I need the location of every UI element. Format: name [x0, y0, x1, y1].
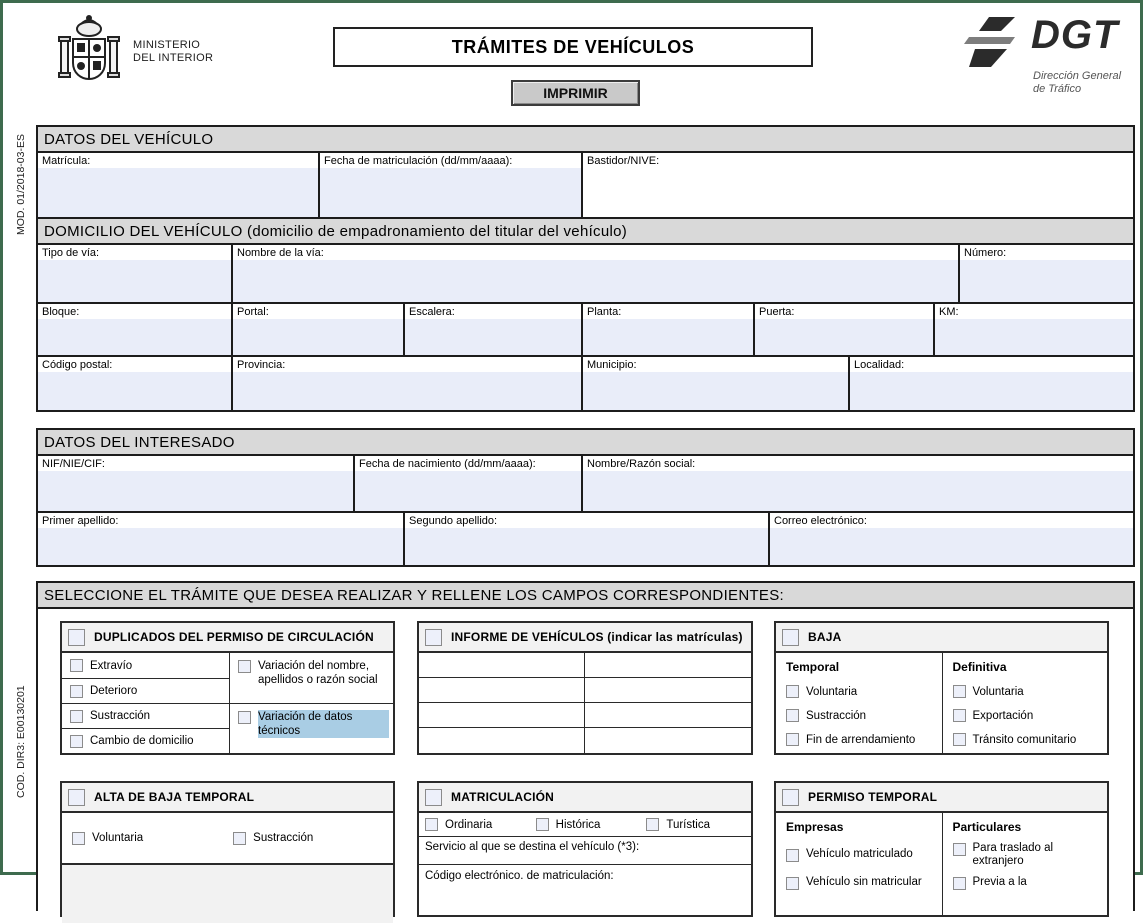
option-vehiculo-sin-matricular[interactable]: Vehículo sin matricular — [786, 876, 942, 890]
codigo-postal-input[interactable] — [38, 372, 231, 410]
traslado-extranjero-checkbox[interactable] — [953, 843, 966, 856]
puerta-input[interactable] — [755, 319, 933, 355]
option-baja-temp-voluntaria[interactable]: Voluntaria — [786, 685, 942, 698]
section-title-datos-vehiculo: DATOS DEL VEHÍCULO — [38, 127, 1133, 153]
baja-temp-voluntaria-checkbox[interactable] — [786, 685, 799, 698]
correo-input[interactable] — [770, 528, 1133, 565]
field-servicio-destino[interactable]: Servicio al que se destina el vehículo (*3): — [419, 837, 751, 865]
baja-temp-fin-arrendamiento-checkbox[interactable] — [786, 733, 799, 746]
option-sustraccion[interactable]: Sustracción — [62, 703, 229, 728]
matricula-cell-2[interactable] — [585, 653, 751, 678]
vehiculo-sin-matricular-checkbox[interactable] — [786, 877, 799, 890]
option-turistica[interactable]: Turística — [640, 818, 751, 831]
field-segundo-apellido: Segundo apellido: — [403, 513, 768, 565]
bloque-input[interactable] — [38, 319, 231, 355]
section-title-domicilio: DOMICILIO DEL VEHÍCULO (domicilio de empadronamiento del titular del vehículo) — [38, 217, 1133, 245]
field-km: KM: — [933, 304, 1133, 355]
option-vehiculo-matriculado[interactable]: Vehículo matriculado — [786, 848, 942, 862]
matricula-cell-8[interactable] — [585, 728, 751, 753]
variacion-datos-highlighted-text: Variación de datos técnicos — [258, 710, 389, 738]
field-nombre-razon: Nombre/Razón social: — [581, 456, 1133, 511]
option-baja-def-transito[interactable]: Tránsito comunitario — [953, 733, 1108, 746]
field-codigo-postal: Código postal: — [38, 357, 231, 410]
field-portal: Portal: — [231, 304, 403, 355]
matricula-cell-3[interactable] — [419, 678, 585, 703]
baja-def-exportacion-checkbox[interactable] — [953, 709, 966, 722]
alta-panel-cutoff-strip — [62, 863, 393, 923]
option-deterioro[interactable]: Deterioro — [62, 678, 229, 703]
field-numero: Número: — [958, 245, 1133, 302]
localidad-input[interactable] — [850, 372, 1133, 410]
section-tramites — [36, 581, 1135, 911]
sustraccion-checkbox[interactable] — [70, 710, 83, 723]
field-planta: Planta: — [581, 304, 753, 355]
ordinaria-checkbox[interactable] — [425, 818, 438, 831]
matricula-input[interactable] — [38, 168, 318, 217]
variacion-nombre-checkbox[interactable] — [238, 660, 251, 673]
field-bastidor: Bastidor/NIVE: — [581, 153, 1133, 217]
option-baja-temp-fin-arrendamiento[interactable]: Fin de arrendamiento — [786, 733, 942, 746]
primer-apellido-input[interactable] — [38, 528, 403, 565]
portal-input[interactable] — [233, 319, 403, 355]
option-variacion-datos[interactable] — [238, 710, 389, 738]
nombre-via-input[interactable] — [233, 260, 958, 302]
cambio-domicilio-checkbox[interactable] — [70, 735, 83, 748]
alta-sustraccion-checkbox[interactable] — [233, 832, 246, 845]
fecha-matriculacion-input[interactable] — [320, 168, 581, 217]
form-model-code: MOD. 01/2018-03-ES — [15, 134, 27, 235]
deterioro-checkbox[interactable] — [70, 685, 83, 698]
form-title-box — [333, 27, 813, 67]
field-municipio: Municipio: — [581, 357, 848, 410]
previa-checkbox[interactable] — [953, 877, 966, 890]
matriculacion-checkbox[interactable] — [425, 789, 442, 806]
panel-alta-baja-temporal: ALTA DE BAJA TEMPORAL Voluntaria Sustracción — [60, 781, 395, 917]
baja-checkbox[interactable] — [782, 629, 799, 646]
km-input[interactable] — [935, 319, 1133, 355]
panel-informe: INFORME DE VEHÍCULOS (indicar las matrículas) — [417, 621, 753, 755]
option-ordinaria[interactable]: Ordinaria — [419, 818, 530, 831]
escalera-input[interactable] — [405, 319, 581, 355]
option-alta-sustraccion[interactable]: Sustracción — [233, 832, 313, 845]
permiso-temporal-checkbox[interactable] — [782, 789, 799, 806]
panel-duplicados: DUPLICADOS DEL PERMISO DE CIRCULACIÓN Extravío Deterioro Sustracción Cambio de domicilio Variación del nombre, apellidos o razón social Variación de datos técnicos — [60, 621, 395, 755]
field-primer-apellido: Primer apellido: — [38, 513, 403, 565]
nombre-razon-input[interactable] — [583, 471, 1133, 511]
vehiculo-matriculado-checkbox[interactable] — [786, 849, 799, 862]
matricula-cell-5[interactable] — [419, 703, 585, 728]
segundo-apellido-input[interactable] — [405, 528, 768, 565]
field-nif: NIF/NIE/CIF: — [38, 456, 353, 511]
page-title: TRÁMITES DE VEHÍCULOS — [451, 36, 695, 57]
numero-input[interactable] — [960, 260, 1133, 302]
permiso-empresas-heading: Empresas — [786, 820, 844, 834]
baja-definitiva-heading: Definitiva — [952, 660, 1007, 674]
field-localidad: Localidad: — [848, 357, 1133, 410]
option-traslado-extranjero[interactable]: Para traslado al extranjero — [953, 842, 1108, 868]
fecha-nacimiento-input[interactable] — [355, 471, 581, 511]
option-baja-temp-sustraccion[interactable]: Sustracción — [786, 709, 942, 722]
municipio-input[interactable] — [583, 372, 848, 410]
option-extravio[interactable]: Extravío — [62, 653, 229, 678]
field-nombre-via: Nombre de la vía: — [231, 245, 958, 302]
option-baja-def-voluntaria[interactable]: Voluntaria — [953, 685, 1108, 698]
extravio-checkbox[interactable] — [70, 659, 83, 672]
dgt-logo — [955, 15, 1135, 96]
bastidor-input[interactable] — [583, 168, 1133, 217]
field-correo: Correo electrónico: — [768, 513, 1133, 565]
alta-baja-temporal-checkbox[interactable] — [68, 789, 85, 806]
dir3-code: COD. DIR3: E00130201 — [15, 685, 27, 798]
option-variacion-nombre[interactable]: Variación del nombre, apellidos o razón social — [238, 659, 389, 687]
matricula-cell-1[interactable] — [419, 653, 585, 678]
ministry-label: MINISTERIO DEL INTERIOR — [133, 39, 214, 64]
provincia-input[interactable] — [233, 372, 581, 410]
nif-input[interactable] — [38, 471, 353, 511]
duplicados-checkbox[interactable] — [68, 629, 85, 646]
spain-coat-of-arms-icon — [58, 15, 120, 100]
option-baja-def-exportacion[interactable]: Exportación — [953, 709, 1108, 722]
baja-temporal-heading: Temporal — [786, 660, 840, 674]
alta-voluntaria-checkbox[interactable] — [72, 832, 85, 845]
dgt-acronym: DGT — [1031, 13, 1119, 57]
field-matricula: Matrícula: — [38, 153, 318, 217]
option-cambio-domicilio[interactable]: Cambio de domicilio — [62, 728, 229, 753]
informe-checkbox[interactable] — [425, 629, 442, 646]
field-puerta: Puerta: — [753, 304, 933, 355]
historica-checkbox[interactable] — [536, 818, 549, 831]
field-fecha-matriculacion: Fecha de matriculación (dd/mm/aaaa): — [318, 153, 581, 217]
print-button[interactable]: IMPRIMIR — [511, 80, 640, 106]
section-title-datos-interesado: DATOS DEL INTERESADO — [38, 430, 1133, 456]
planta-input[interactable] — [583, 319, 753, 355]
panel-baja: BAJA Temporal Voluntaria Sustracción Fin de arrendamiento Definitiva Voluntaria Exportación Tránsito comunitario — [774, 621, 1109, 755]
matricula-cell-6[interactable] — [585, 703, 751, 728]
matricula-cell-4[interactable] — [585, 678, 751, 703]
field-codigo-electronico[interactable]: Código electrónico. de matriculación: — [425, 870, 614, 882]
baja-def-voluntaria-checkbox[interactable] — [953, 685, 966, 698]
field-bloque: Bloque: — [38, 304, 231, 355]
field-escalera: Escalera: — [403, 304, 581, 355]
section-datos-interesado — [36, 428, 1135, 567]
field-fecha-nacimiento: Fecha de nacimiento (dd/mm/aaaa): — [353, 456, 581, 511]
variacion-datos-checkbox[interactable] — [238, 711, 251, 724]
tipo-via-input[interactable] — [38, 260, 231, 302]
option-alta-voluntaria[interactable]: Voluntaria — [72, 832, 143, 845]
field-provincia: Provincia: — [231, 357, 581, 410]
matricula-cell-7[interactable] — [419, 728, 585, 753]
turistica-checkbox[interactable] — [646, 818, 659, 831]
section-datos-vehiculo — [36, 125, 1135, 412]
baja-def-transito-checkbox[interactable] — [953, 733, 966, 746]
permiso-particulares-heading: Particulares — [952, 820, 1022, 834]
option-previa-a-la[interactable]: Previa a la — [953, 876, 1108, 890]
field-tipo-via: Tipo de vía: — [38, 245, 231, 302]
baja-temp-sustraccion-checkbox[interactable] — [786, 709, 799, 722]
panel-matriculacion: MATRICULACIÓN Ordinaria Histórica Turística Servicio al que se destina el vehículo (*3): Código electrónico. de matriculación: — [417, 781, 753, 917]
dgt-stripes-icon — [955, 15, 1029, 76]
dgt-subtitle: Dirección General de Tráfico — [1033, 70, 1122, 95]
panel-permiso-temporal: PERMISO TEMPORAL Empresas Vehículo matriculado Vehículo sin matricular Particulares Para traslado al extranjero Previa a la — [774, 781, 1109, 917]
option-historica[interactable]: Histórica — [530, 818, 641, 831]
section-title-tramites: SELECCIONE EL TRÁMITE QUE DESEA REALIZAR Y RELLENE LOS CAMPOS CORRESPONDIENTES: — [38, 583, 1133, 609]
